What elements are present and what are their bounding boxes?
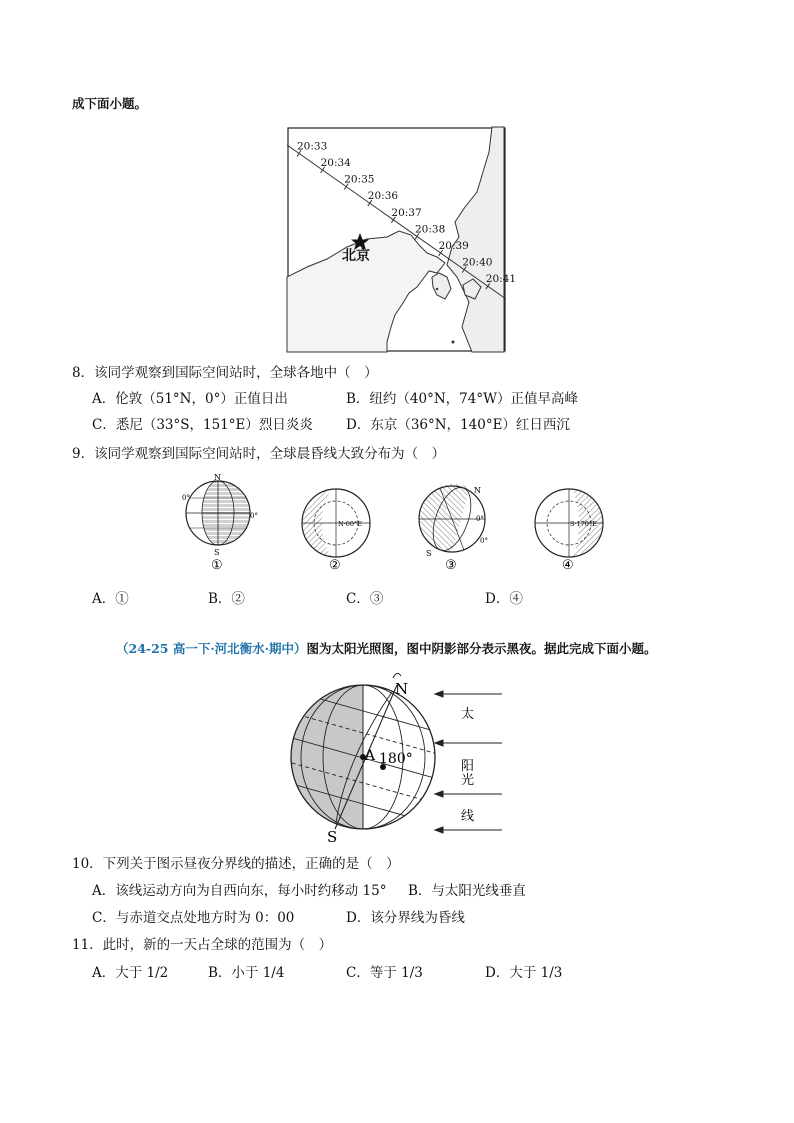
track-time-label: 20:41 — [485, 273, 517, 286]
meridian-180-label: 180° — [379, 751, 413, 767]
q8-stem: 8．该同学观察到国际空间站时，全球各地中（ ） — [72, 365, 378, 381]
track-time-label: 20:39 — [438, 240, 469, 252]
globe-1-label-b: 0° — [250, 512, 258, 520]
beijing-label: 北京 — [342, 248, 370, 264]
q8-option-d[interactable]: D．东京（36°N，140°E）红日西沉 — [346, 417, 570, 433]
globe-3-label-a: 0° — [476, 515, 484, 523]
q10-option-a[interactable]: A．该线运动方向为自西向东，每小时约移动 15° — [92, 883, 387, 899]
track-time-label: 20:38 — [415, 223, 446, 236]
globe-3-n: N — [474, 486, 481, 495]
q8-option-c[interactable]: C．悉尼（33°S，151°E）烈日炎炎 — [92, 417, 313, 433]
q10-option-d[interactable]: D．该分界线为昏线 — [346, 910, 465, 926]
globe-4-number: ④ — [562, 558, 574, 573]
track-time-label: 20:35 — [344, 173, 375, 186]
globe-3-s: S — [426, 549, 432, 558]
passage-text: 图为太阳光照图，图中阴影部分表示黑夜。据此完成下面小题。 — [306, 641, 657, 656]
globe-1-label-a: 0° — [182, 494, 190, 502]
globe-2-label: N·60°E — [338, 520, 363, 528]
q11-option-d[interactable]: D．大于 1/3 — [485, 965, 563, 981]
track-time-label: 20:37 — [391, 206, 422, 219]
sun-char-4: 线 — [461, 809, 475, 824]
q11-option-c[interactable]: C．等于 1/3 — [346, 965, 423, 981]
q9-option-d[interactable]: D．④ — [485, 591, 523, 607]
intro-text: 成下面小题。 — [72, 96, 148, 111]
globe-3 — [410, 472, 510, 572]
q8-option-b[interactable]: B．纽约（40°N，74°W）正值早高峰 — [346, 391, 578, 407]
globe-1 — [178, 472, 278, 572]
globe-4-label: S·170°E — [570, 520, 597, 528]
globe-1-n: N — [214, 473, 221, 482]
iss-track-map — [287, 127, 517, 352]
q9-option-b[interactable]: B．② — [208, 591, 245, 607]
q11-option-a[interactable]: A．大于 1/2 — [92, 965, 169, 981]
q9-option-c[interactable]: C．③ — [346, 591, 384, 607]
q11-option-b[interactable]: B．小于 1/4 — [208, 965, 285, 981]
passage-source: （24-25 高一下·河北衡水·期中） — [116, 641, 307, 656]
sun-char-2: 阳 — [461, 759, 475, 774]
q9-stem: 9．该同学观察到国际空间站时，全球晨昏线大致分布为（ ） — [72, 446, 446, 462]
sun-char-3: 光 — [461, 773, 475, 788]
north-label: N — [395, 680, 409, 698]
q11-stem: 11．此时，新的一天占全球的范围为（ ） — [72, 937, 333, 953]
q10-option-b[interactable]: B．与太阳光线垂直 — [408, 883, 526, 899]
globe-3-number: ③ — [445, 558, 457, 573]
globe-4 — [527, 472, 627, 572]
track-time-label: 20:36 — [367, 190, 399, 203]
sun-char-1: 太 — [461, 707, 475, 722]
q10-stem: 10．下列关于图示昼夜分界线的描述，正确的是（ ） — [72, 856, 400, 872]
q10-option-c[interactable]: C．与赤道交点处地方时为 0：00 — [92, 910, 295, 926]
globe-1-s: S — [214, 548, 220, 557]
q9-option-a[interactable]: A．① — [92, 591, 129, 607]
south-label: S — [327, 828, 338, 846]
point-a-label: A — [365, 748, 376, 764]
track-time-label: 20:40 — [462, 256, 493, 269]
q8-option-a[interactable]: A．伦敦（51°N，0°）正值日出 — [92, 391, 288, 407]
globe-3-label-b: 0° — [480, 537, 488, 545]
globe-1-number: ① — [211, 558, 223, 573]
globe-2 — [294, 472, 394, 572]
track-time-label: 20:33 — [297, 140, 328, 153]
track-time-label: 20:34 — [320, 157, 351, 169]
sunlight-figure — [285, 664, 510, 848]
globe-2-number: ② — [329, 558, 341, 573]
